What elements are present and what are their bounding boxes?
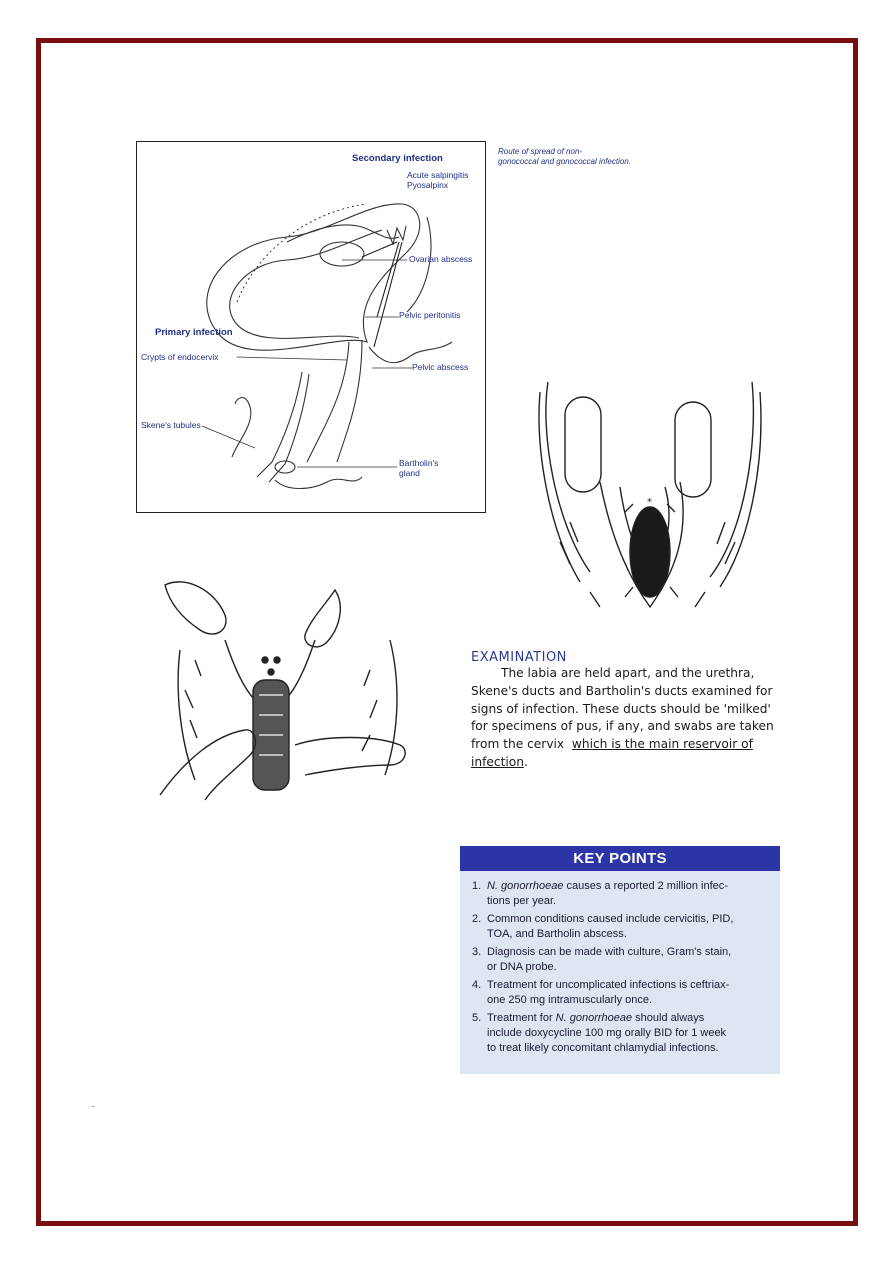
- examination-line-5: [471, 736, 791, 754]
- key-point-text: to treat likely concomitant chlamydial infections.: [487, 1042, 719, 1055]
- pelvic-abscess-label: Pelvic abscess: [412, 362, 469, 372]
- key-point-item: [460, 1011, 770, 1057]
- acute-salpingitis-label: Acute salpingitis: [407, 170, 469, 180]
- examination-section: [471, 650, 791, 772]
- examination-line-6-end: .: [523, 754, 528, 769]
- key-point-item: [460, 912, 770, 942]
- key-point-text: Treatment for: [487, 1011, 556, 1024]
- key-point-text: or DNA probe.: [487, 961, 557, 974]
- bartholins-gland-label-line1: Bartholin's: [399, 458, 439, 468]
- bartholins-gland-label-line2: gland: [399, 468, 420, 478]
- examination-line-4: for specimens of pus, if any, and swabs are taken: [471, 719, 774, 734]
- key-point-number: 1.: [472, 880, 482, 892]
- examination-line-2: Skene's ducts and Bartholin's ducts examined for: [471, 683, 773, 698]
- caption-line-2: gonococcal and gonococcal infection.: [498, 157, 631, 166]
- skenes-tubules-label: Skene's tubules: [141, 420, 201, 430]
- key-point-item: [460, 945, 770, 975]
- key-point-item: [460, 978, 770, 1008]
- examination-line-5-plain: from the cervix: [471, 737, 565, 752]
- crypts-of-endocervix-label: Crypts of endocervix: [141, 352, 219, 362]
- swab-illustration-left: [155, 560, 420, 800]
- key-point-text: Common conditions caused include cervicitis, PID,: [487, 912, 734, 925]
- key-point-text: causes a reported 2 million infec-: [563, 880, 728, 892]
- diagram-caption: [498, 147, 668, 167]
- svg-text:*: *: [647, 497, 652, 508]
- spread-of-infection-diagram: [136, 141, 486, 513]
- key-point-item: [460, 879, 770, 909]
- scan-speck: [92, 1106, 94, 1107]
- key-point-number: 2.: [472, 912, 482, 925]
- pelvic-peritonitis-label: Pelvic peritonitis: [399, 310, 461, 320]
- key-point-number: 4.: [472, 978, 482, 991]
- ovarian-abscess-label: Ovarian abscess: [409, 254, 473, 264]
- examination-line-3: signs of infection. These ducts should be 'milked': [471, 701, 771, 716]
- key-point-text: one 250 mg intramuscularly once.: [487, 993, 653, 1006]
- key-point-text: Treatment for uncomplicated infections is ceftriax-: [487, 978, 730, 991]
- secondary-infection-heading: Secondary infection: [352, 153, 443, 164]
- examination-line-5-underlined: which is the main reservoir of: [571, 737, 753, 752]
- examination-line-1: The labia are held apart, and the urethra,: [501, 666, 755, 680]
- key-point-text: tions per year.: [487, 895, 557, 908]
- examination-heading: EXAMINATION: [471, 650, 567, 665]
- key-point-text: TOA, and Bartholin abscess.: [487, 928, 627, 941]
- key-point-text: Diagnosis can be made with culture, Gram's stain,: [487, 945, 732, 958]
- examination-line-6-underlined: infection: [471, 754, 524, 769]
- pyosalpinx-label: Pyosalpinx: [407, 180, 449, 190]
- key-points-title: KEY POINTS: [460, 846, 780, 871]
- key-point-emphasis: N. gonorrhoeae: [487, 880, 564, 892]
- key-point-text: should always: [632, 1011, 705, 1024]
- key-point-number: 3.: [472, 945, 482, 958]
- caption-line-1: Route of spread of non-: [498, 147, 583, 156]
- examination-line-6: [471, 754, 791, 772]
- key-point-number: 5.: [472, 1011, 482, 1024]
- key-point-emphasis: N. gonorrhoeae: [555, 1011, 633, 1024]
- primary-infection-heading: Primary infection: [155, 327, 233, 338]
- key-points-list: [460, 879, 780, 1056]
- key-point-text: include doxycycline 100 mg orally BID for 1 week: [487, 1026, 727, 1039]
- key-points-box: [460, 846, 780, 1074]
- examination-illustration-right: [530, 372, 770, 632]
